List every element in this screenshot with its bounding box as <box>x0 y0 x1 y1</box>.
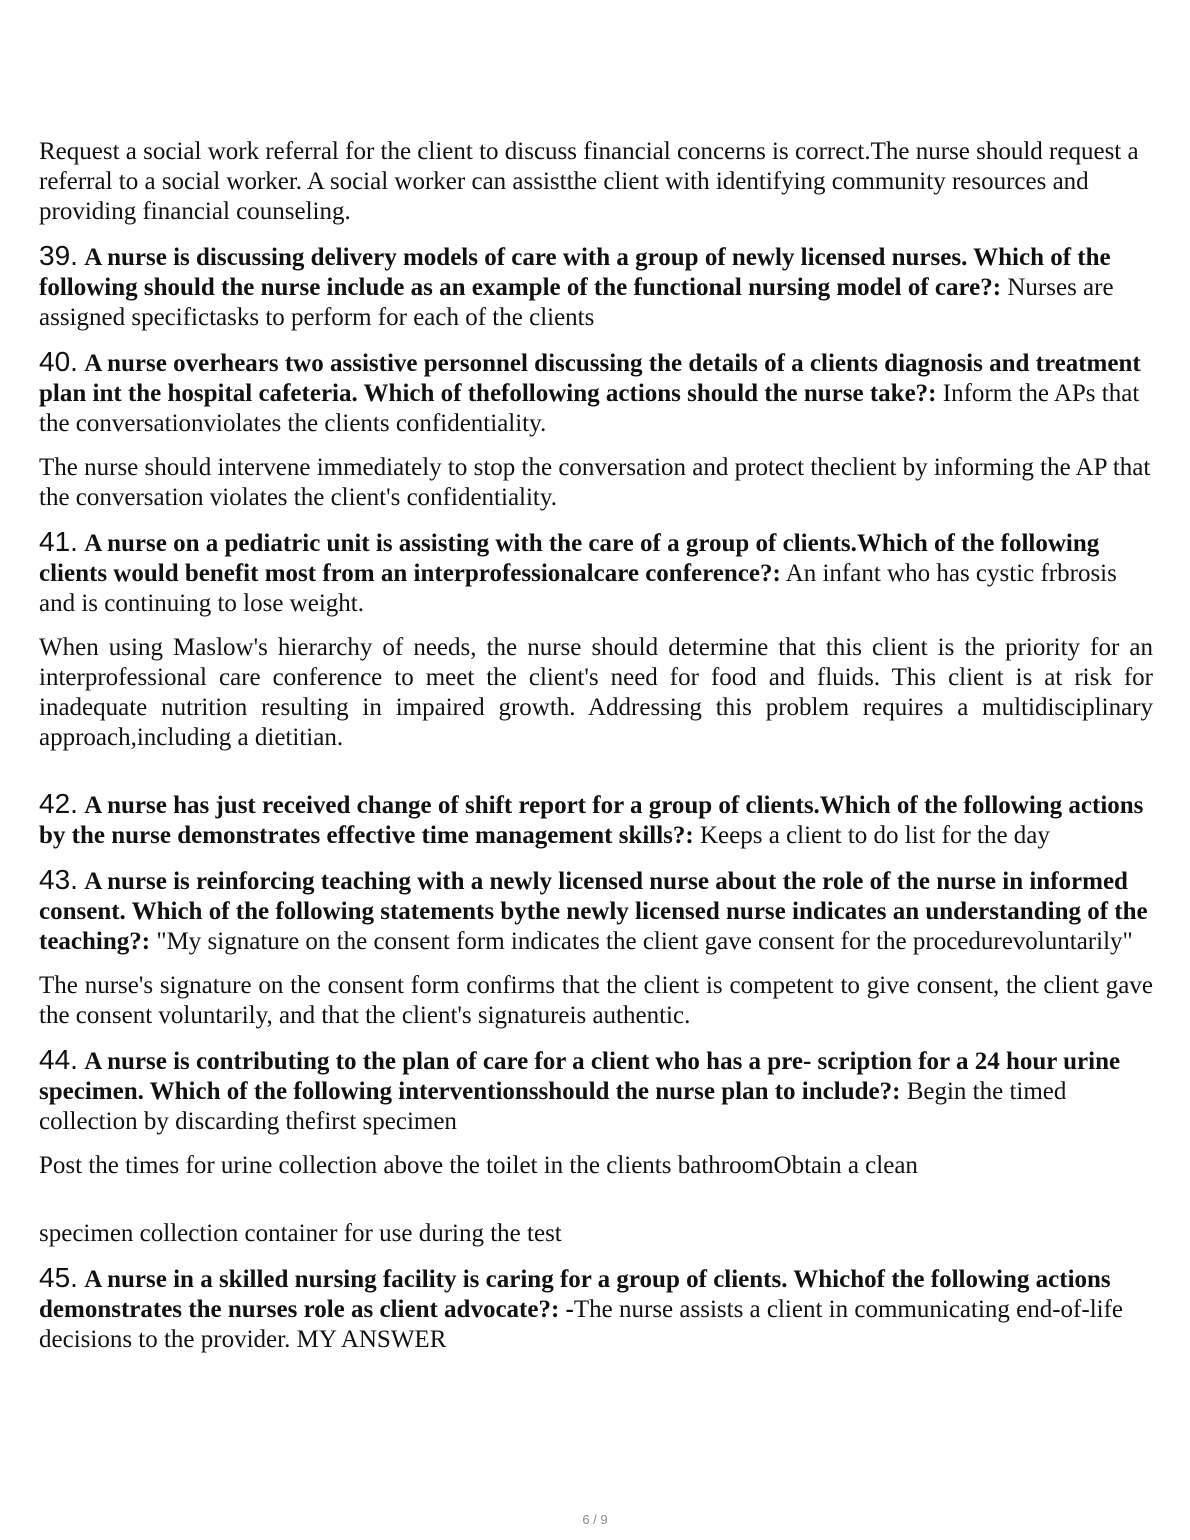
question-number: 45. <box>39 1262 78 1293</box>
question-text: A nurse in a skilled nursing facility is caring for a group of clients. Whichof the following actions demonstrates the nurses role as client advocate?: <box>39 1266 1111 1323</box>
question-45 <box>39 1263 1153 1355</box>
rationale-43: The nurse's signature on the consent form confirms that the client is competent to give consent, the client gave the consent voluntarily, and that the client's signatureis authentic. <box>39 972 1153 1029</box>
rationale-40: The nurse should intervene immediately to stop the conversation and protect theclient by informing the AP that the conversation violates the client's confidentiality. <box>39 454 1151 511</box>
question-number: 39. <box>39 240 78 271</box>
answer-text: Nurses are assigned specifictasks to perform for each of the clients <box>39 274 1114 331</box>
question-text: A nurse on a pediatric unit is assisting with the care of a group of clients.Which of the following clients would benefit most from an interprofessionalcare conference?: <box>39 530 1100 587</box>
question-43 <box>39 865 1153 957</box>
question-39 <box>39 241 1153 333</box>
document-page <box>39 137 1153 1369</box>
answer-text: Keeps a client to do list for the day <box>700 822 1050 849</box>
answer-text: "My signature on the consent form indicates the client gave consent for the procedurevoluntarily" <box>156 928 1133 955</box>
answer-option-line: specimen collection container for use during the test <box>39 1220 562 1247</box>
question-text: A nurse overhears two assistive personnel discussing the details of a clients diagnosis and treatment plan int the hospital cafeteria. Which of thefollowing actions should the nurse take?: <box>39 350 1141 407</box>
question-text: A nurse is reinforcing teaching with a newly licensed nurse about the role of the nurse in informed consent. Which of the following statements bythe newly licensed nurse indicates an understanding of the teaching?: <box>39 868 1148 955</box>
question-number: 44. <box>39 1044 78 1075</box>
question-number: 40. <box>39 346 78 377</box>
question-number: 42. <box>39 788 78 819</box>
answer-text: Inform the APs that the conversationviolates the clients confidentiality. <box>39 380 1140 437</box>
question-number: 41. <box>39 526 78 557</box>
question-41 <box>39 527 1153 619</box>
question-text: A nurse is discussing delivery models of care with a group of newly licensed nurses. Which of the following should the nurse include as an example of the functional nursing model of care?: <box>39 244 1111 301</box>
question-44 <box>39 1045 1153 1137</box>
question-text: A nurse has just received change of shift report for a group of clients.Which of the following actions by the nurse demonstrates effective time management skills?: <box>39 792 1144 849</box>
question-text: A nurse is contributing to the plan of care for a client who has a pre- scription for a 24 hour urine specimen. Which of the following interventionsshould the nurse plan to include?: <box>39 1048 1121 1105</box>
question-40 <box>39 347 1153 439</box>
answer-text: The nurse assists a client in communicating end-of-life decisions to the provider. MY ANSWER <box>39 1296 1124 1353</box>
answer-option-line: Post the times for urine collection above the toilet in the clients bathroomObtain a clean <box>39 1152 918 1179</box>
page-indicator: 6 / 9 <box>582 1512 608 1527</box>
question-number: 43. <box>39 864 78 895</box>
question-42 <box>39 789 1153 851</box>
intro-paragraph: Request a social work referral for the client to discuss financial concerns is correct.The nurse should request a referral to a social worker. A social worker can assistthe client with identifying community resources and providing financial counseling. <box>39 138 1139 225</box>
answer-text: Begin the timed collection by discarding thefirst specimen <box>39 1078 1067 1135</box>
rationale-41: When using Maslow's hierarchy of needs, the nurse should determine that this client is the priority for an interprofessional care conference to meet the client's need for food and fluids. This client is at risk for inadequate nutrition resulting in impaired growth. Addressing this problem requires a multidisciplinary approach,including a dietitian. <box>39 634 1153 751</box>
answer-text: An infant who has cystic frbrosis and is continuing to lose weight. <box>39 560 1117 617</box>
answer-prefix: - <box>565 1296 574 1323</box>
